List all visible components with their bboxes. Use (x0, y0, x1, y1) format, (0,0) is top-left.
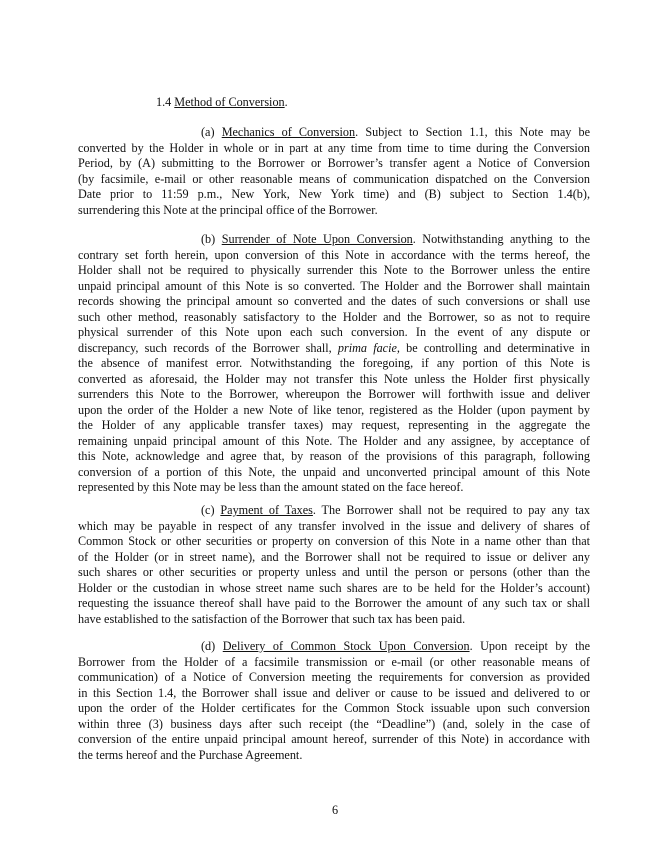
paragraph-label: (d) (201, 639, 216, 653)
paragraph-line: such shares or other securities or property unless and until the person or persons (other than the (78, 565, 590, 579)
section-title: Method of Conversion (174, 95, 285, 109)
paragraph-line: the absence of manifest error. Notwithstanding the foregoing, if any portion of this Note is (78, 356, 590, 370)
paragraph-line: Borrower from the Holder of a facsimile transmission or e-mail (or other reasonable means of (78, 654, 590, 669)
italic-term: prima facie, (337, 340, 400, 355)
paragraph-c (78, 503, 590, 627)
paragraph-line: requesting the issuance thereof shall have paid to the Borrower the amount of any such tax or shall (78, 596, 590, 610)
paragraph-line: have established to the satisfaction of the Borrower that such tax has been paid. (78, 611, 466, 626)
paragraph-line: upon the order of the Holder certificates for the Common Stock issuable upon such conversion (78, 701, 590, 715)
paragraph-line: represented by this Note may be less than the amount stated on the face hereof. (78, 480, 464, 494)
paragraph-line: (c) Payment of Taxes. The Borrower shall not be required to pay any tax (201, 503, 590, 517)
paragraph-line: converted by the Holder in whole or in part at any time from time to time during the Conversion (78, 140, 590, 155)
section-title-period: . (284, 95, 288, 109)
paragraph-line: (a) Mechanics of Conversion. Subject to Section 1.1, this Note may be (201, 125, 591, 139)
paragraph-a (78, 125, 590, 218)
paragraph-line: surrenders this Note to the Borrower, whereupon the Borrower will forthwith issue and deliver (78, 387, 590, 401)
paragraph-line: (by facsimile, e-mail or other reasonable means of communication dispatched on the Conversion (78, 171, 590, 186)
paragraph-line: contrary set forth herein, upon conversion of this Note in accordance with the terms hereof, the (78, 247, 590, 262)
paragraph-line: conversion of the entire unpaid principal amount hereof, surrender of this Note) in accordance with (78, 732, 590, 746)
paragraph-line: remaining unpaid principal amount of this Note. The Holder and any assignee, by acceptance of (78, 433, 590, 448)
paragraph-title: Surrender of Note Upon Conversion (221, 232, 413, 246)
paragraph-label: (a) (201, 125, 215, 139)
paragraph-line: communication) of a Notice of Conversion meeting the requirements for conversion as provided (78, 670, 590, 684)
paragraph-line: Holder or the custodian in whose street name such shares are to be held for the Holder’s account) (78, 580, 590, 595)
paragraph-d (78, 639, 590, 763)
page-number: 6 (331, 803, 339, 817)
paragraph-line: the Holder of any applicable transfer taxes) may request, representing in the aggregate the (78, 418, 590, 432)
paragraph-label: (c) (201, 503, 215, 517)
paragraph-line: in this Section 1.4, the Borrower shall issue and deliver or cause to be issued and delivered to or (78, 685, 590, 700)
paragraph-line: this Note, acknowledge and agree that, by reason of the provisions of this paragraph, following (78, 449, 590, 463)
paragraph-line: (d) Delivery of Common Stock Upon Conversion. Upon receipt by the (201, 639, 591, 653)
paragraph-line: discrepancy, such records of the Borrower shall, prima facie, be controlling and determinative in (78, 340, 590, 355)
paragraph-line: Period, by (A) submitting to the Borrower or Borrower’s transfer agent a Notice of Conversion (78, 156, 590, 170)
paragraph-line: the terms hereof and the Purchase Agreement. (78, 747, 303, 762)
paragraph-title: Mechanics of Conversion (221, 125, 356, 139)
paragraph-title: Payment of Taxes (220, 503, 313, 517)
paragraph-line: within three (3) business days after such receipt (the “Deadline”) (and, solely in the case of (78, 716, 590, 731)
paragraph-line: conversion of a portion of this Note, the unpaid and unconverted principal amount of this Note (78, 464, 590, 479)
paragraph-title: Delivery of Common Stock Upon Conversion (222, 639, 470, 653)
paragraph-line: Holder shall not be required to physically surrender this Note to the Borrower unless the entire (78, 263, 590, 277)
paragraph-line: which may be payable in respect of any transfer involved in the issue and delivery of shares of (78, 518, 590, 533)
paragraph-line: unpaid principal amount of this Note is so converted. The Holder and the Borrower shall maintain (78, 278, 590, 293)
paragraph-line: physical surrender of this Note upon each such conversion. In the event of any dispute or (78, 325, 590, 339)
paragraph-line: records showing the principal amount so converted and the dates of such conversions or shall use (78, 294, 590, 308)
paragraph-b (78, 232, 590, 496)
paragraph-line: Common Stock or other securities or property on conversion of this Note in a name other than that (78, 534, 590, 548)
paragraph-line: Date prior to 11:59 p.m., New York, New York time) and (B) subject to Section 1.4(b), (78, 187, 590, 201)
section-heading (156, 95, 288, 111)
paragraph-line: such other method, reasonably satisfactory to the Holder and the Borrower, so as not to require (78, 309, 590, 324)
paragraph-label: (b) (201, 232, 216, 246)
paragraph-line: converted as aforesaid, the Holder may not transfer this Note unless the Holder first physically (78, 371, 590, 386)
paragraph-line: (b) Surrender of Note Upon Conversion. Notwithstanding anything to the (201, 232, 590, 246)
paragraph-line: upon the order of the Holder a new Note of like tenor, registered as the Holder (upon payment by (78, 402, 590, 417)
section-number: 1.4 (156, 95, 172, 109)
paragraph-line: of the Holder (or in street name), and the Borrower shall not be required to issue or deliver any (78, 549, 590, 564)
paragraph-line: surrendering this Note at the principal office of the Borrower. (78, 202, 378, 217)
